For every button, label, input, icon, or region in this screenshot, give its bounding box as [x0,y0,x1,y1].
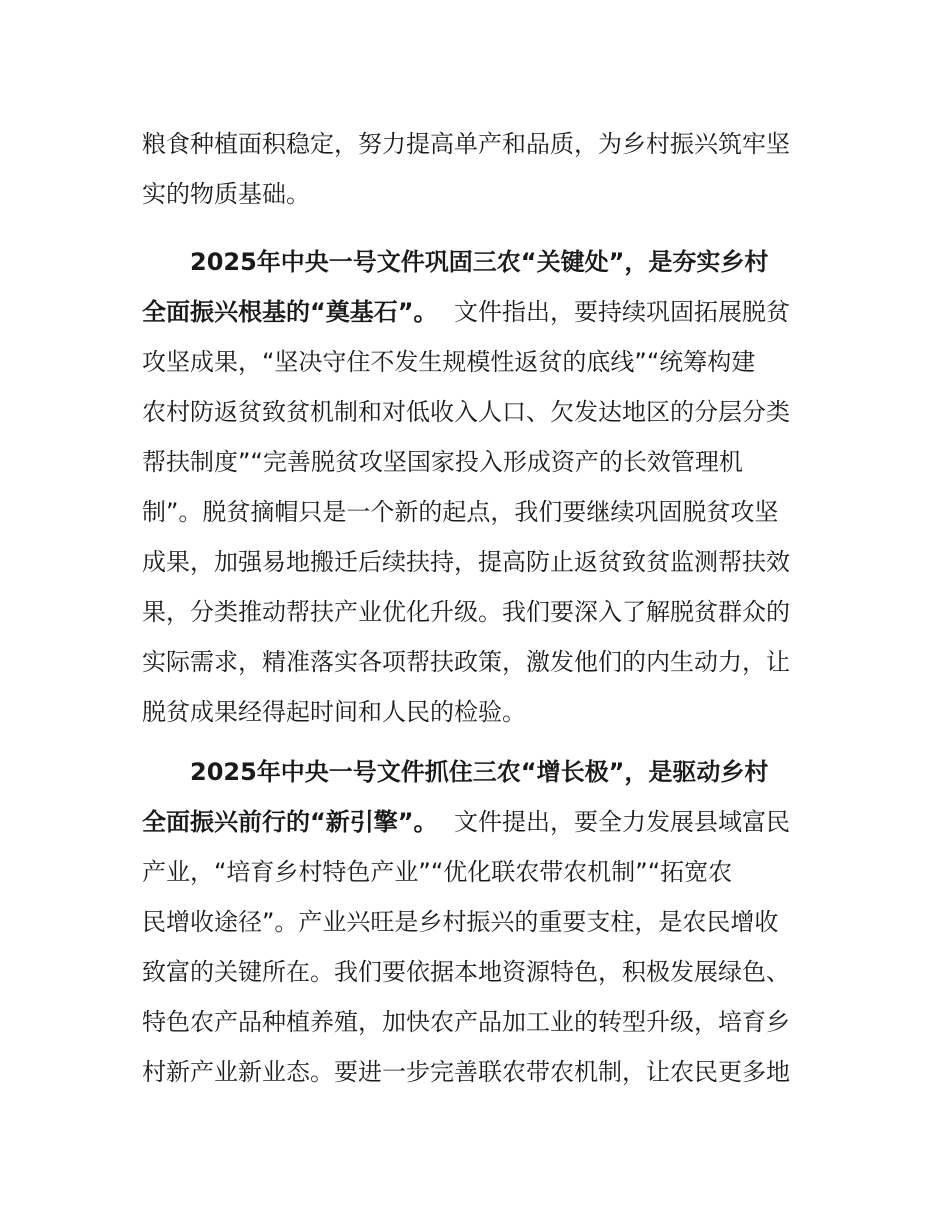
text-line [0,905,950,939]
text-line [0,345,950,379]
text-segment: 村新产业新业态。要进一步完善联农带农机制，让农民更多地 [142,1058,790,1086]
text-line [0,295,950,329]
text-segment: 制”。脱贫摘帽只是一个新的起点，我们要继续巩固脱贫攻坚 [142,498,779,526]
bold-text-segment: 全面振兴前行的“新引擎”。 [142,808,438,836]
text-segment: 文件提出，要全力发展县域富民 [454,808,790,836]
text-segment: 文件指出，要持续巩固拓展脱贫 [454,298,790,326]
text-line [0,855,950,889]
text-segment: 农村防返贫致贫机制和对低收入人口、欠发达地区的分层分类 [142,398,790,426]
text-line [0,805,950,839]
text-segment: 攻坚成果，“坚决守住不发生规模性返贫的底线”“统筹构建 [142,348,756,376]
text-segment: 实际需求，精准落实各项帮扶政策，激发他们的内生动力，让 [142,648,790,676]
text-segment: 果，分类推动帮扶产业优化升级。我们要深入了解脱贫群众的 [142,598,790,626]
text-line [0,645,950,679]
text-line [0,545,950,579]
text-segment: 帮扶制度”“完善脱贫攻坚国家投入形成资产的长效管理机 [142,448,743,476]
text-line [0,695,950,729]
text-line [0,495,950,529]
text-line [0,177,950,211]
paragraph-heading-line [0,755,950,789]
text-line [0,595,950,629]
bold-text-segment: 2025年中央一号文件抓住三农“增长极”，是驱动乡村 [190,758,769,786]
text-line [0,1055,950,1089]
text-line [0,445,950,479]
text-segment: 实的物质基础。 [142,180,310,208]
bold-text-segment: 2025年中央一号文件巩固三农“关键处”，是夯实乡村 [190,248,769,276]
text-line [0,127,950,161]
paragraph-heading-line [0,245,950,279]
text-segment: 致富的关键所在。我们要依据本地资源特色，积极发展绿色、 [142,958,790,986]
text-segment: 特色农产品种植养殖，加快农产品加工业的转型升级，培育乡 [142,1008,790,1036]
text-segment: 成果，加强易地搬迁后续扶持，提高防止返贫致贫监测帮扶效 [142,548,790,576]
text-segment: 民增收途径”。产业兴旺是乡村振兴的重要支柱，是农民增收 [142,908,779,936]
text-line [0,955,950,989]
bold-text-segment: 全面振兴根基的“奠基石”。 [142,298,438,326]
text-segment: 脱贫成果经得起时间和人民的检验。 [142,698,526,726]
text-segment: 产业，“培育乡村特色产业”“优化联农带农机制”“拓宽农 [142,858,733,886]
text-line [0,1005,950,1039]
text-segment: 粮食种植面积稳定，努力提高单产和品质，为乡村振兴筑牢坚 [142,130,790,158]
text-line [0,395,950,429]
